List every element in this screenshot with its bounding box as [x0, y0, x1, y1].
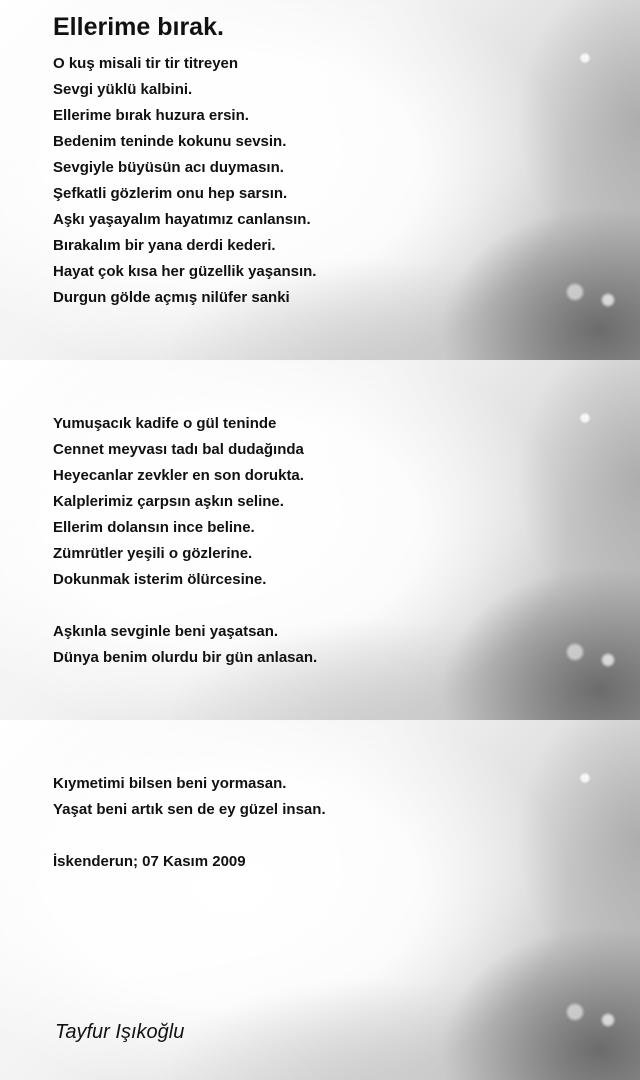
poem-line: Bedenim teninde kokunu sevsin. [53, 133, 287, 150]
poem-line: Aşkı yaşayalım hayatımız canlansın. [53, 211, 311, 228]
poem-line: Heyecanlar zevkler en son dorukta. [53, 467, 304, 484]
poem-line: Zümrütler yeşili o gözlerine. [53, 545, 253, 562]
poem-author: Tayfur Işıkoğlu [55, 1021, 185, 1043]
poem-line: Şefkatli gözlerim onu hep sarsın. [53, 185, 288, 202]
stanza-3 [53, 619, 317, 671]
poem-line: Hayat çok kısa her güzellik yaşansın. [53, 263, 317, 280]
poem-line: Bırakalım bir yana derdi kederi. [53, 237, 276, 254]
poem-title: Ellerime bırak. [53, 13, 224, 41]
stanza-4 [53, 771, 326, 823]
poem-line: İskenderun; 07 Kasım 2009 [53, 853, 246, 870]
stanza-2 [53, 411, 304, 593]
poem-line: Sevgi yüklü kalbini. [53, 81, 193, 98]
poem-panel-1 [0, 0, 640, 360]
poem-line: Aşkınla sevginle beni yaşatsan. [53, 623, 279, 640]
poem-line: Kalplerimiz çarpsın aşkın seline. [53, 493, 284, 510]
stanza-1 [53, 51, 316, 311]
poem-line: Sevgiyle büyüsün acı duymasın. [53, 159, 284, 176]
poem-line: Yumuşacık kadife o gül teninde [53, 415, 277, 432]
poem-place-date [53, 849, 246, 875]
poem-line: Cennet meyvası tadı bal dudağında [53, 441, 304, 458]
poem-panel-2 [0, 360, 640, 720]
poem-line: Ellerime bırak huzura ersin. [53, 107, 249, 124]
poem-line: Dokunmak isterim ölürcesine. [53, 571, 267, 588]
poem-line: Ellerim dolansın ince beline. [53, 519, 255, 536]
poem-line: Durgun gölde açmış nilüfer sanki [53, 289, 290, 306]
poem-line: Yaşat beni artık sen de ey güzel insan. [53, 801, 326, 818]
poem-line: O kuş misali tir tir titreyen [53, 55, 239, 72]
poem-line: Kıymetimi bilsen beni yormasan. [53, 775, 287, 792]
poem-line: Dünya benim olurdu bir gün anlasan. [53, 649, 318, 666]
poem-panel-3 [0, 720, 640, 1080]
